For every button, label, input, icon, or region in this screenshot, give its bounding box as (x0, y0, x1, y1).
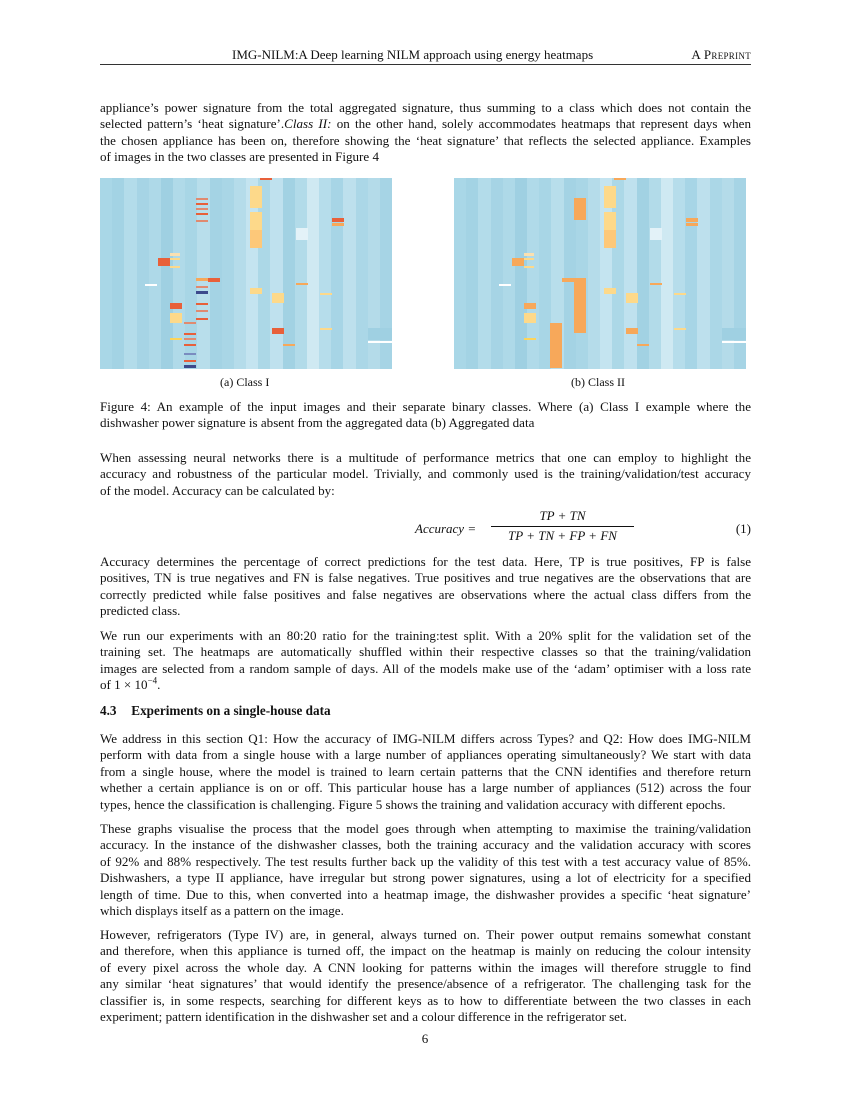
heatmap-column (503, 178, 516, 369)
heatmap-column (283, 178, 296, 369)
text-line: However, refrigerators (Type IV) are, in general, always turned on. Their power output remains somewhat constant (100, 927, 751, 942)
heatmap-cell (368, 328, 392, 340)
heatmap-cell (196, 198, 208, 200)
section-paragraph-3 (100, 927, 751, 1025)
heatmap-cell (674, 328, 686, 330)
heatmap-column (307, 178, 320, 369)
text-line: appliance’s power signature from the total aggregated signature, thus summing to a class which does not contain the (100, 100, 751, 115)
heatmap-column (588, 178, 601, 369)
heatmap-cell (650, 228, 662, 240)
heatmap-cell (184, 353, 196, 355)
heatmap-cell (283, 344, 295, 346)
heatmap-column (356, 178, 369, 369)
text-line: training set. The heatmaps are automatically shuffled within their respective classes so that the training/validation (100, 644, 751, 660)
heatmap-cell (170, 258, 180, 260)
heatmap-cell (184, 360, 196, 362)
text-line: of images in the two classes are presented in Figure 4 (100, 149, 379, 165)
heatmap-cell (524, 313, 536, 323)
text-line: Accuracy determines the percentage of correct predictions for the test data. Here, TP is true positives, FP is false (100, 554, 751, 569)
heatmap-column (173, 178, 186, 369)
heatmap-cell (184, 344, 196, 346)
heatmap-column (331, 178, 344, 369)
heatmap-column (185, 178, 198, 369)
heatmap-column (234, 178, 247, 369)
metrics-paragraph (100, 450, 751, 499)
text-line: We address in this section Q1: How the accuracy of IMG-NILM differs across Types? and Q2: How does IMG-NILM (100, 731, 751, 746)
heatmap-cell (524, 303, 536, 309)
split-paragraph (100, 628, 751, 694)
heatmap-cell (524, 338, 536, 340)
class-2-heatmap (454, 178, 746, 369)
section-title: Experiments on a single-house data (131, 703, 331, 718)
heatmap-cell (320, 293, 332, 295)
text-line: from a single house, where the model is trained to learn certain patterns that the CNN identifies and therefore return (100, 763, 751, 779)
text-line: Figure 4: An example of the input images and their separate binary classes. Where (a) Class I example where the (100, 399, 751, 414)
equation-fraction (491, 508, 634, 544)
equation-number: (1) (735, 521, 751, 536)
heatmap-cell (722, 328, 746, 340)
heatmap-cell (184, 338, 196, 340)
intro-paragraph (100, 100, 751, 166)
heatmap-cell (196, 291, 208, 294)
equation-numerator: TP + TN (539, 508, 586, 523)
section-paragraph-2 (100, 821, 751, 919)
heatmap-cell (524, 253, 534, 256)
heatmap-column (149, 178, 162, 369)
heatmap-cell (196, 318, 208, 320)
heatmap-column (295, 178, 308, 369)
heatmap-cell (604, 186, 616, 208)
heatmap-cell (550, 323, 562, 368)
heatmap-cell (170, 338, 182, 340)
heatmap-cell (320, 328, 332, 330)
heatmap-cell (650, 283, 662, 285)
text-line: We run our experiments with an 80:20 ratio for the training:test split. With a 20% split for the validation set of the (100, 628, 751, 643)
heatmap-cell (562, 278, 574, 282)
text-line: and therefore, when this appliance is turned off, the impact on the heatmap is mainly on reducing the colour intensity (100, 943, 751, 959)
heatmap-column (649, 178, 662, 369)
text-line: correctly predicted while false positives and false negatives are observations where the actual class differs from the (100, 586, 751, 602)
heatmap-cell (196, 303, 208, 305)
heatmap-column (661, 178, 674, 369)
heatmap-cell (184, 322, 196, 324)
heatmap-cell (196, 208, 208, 210)
heatmap-cell (196, 213, 208, 215)
heatmap-cell (170, 266, 180, 268)
text-line: predicted class. (100, 603, 181, 619)
heatmap-column (112, 178, 125, 369)
heatmap-column (319, 178, 332, 369)
text-line: types, hence the classification is challenging. Figure 5 shows the training and validation accuracy with different epochs. (100, 796, 726, 812)
heatmap-column (673, 178, 686, 369)
equation-lhs: Accuracy = (415, 521, 477, 536)
text-line: of every pixel across the whole day. A CNN looking for patterns within the images will therefore struggle to find (100, 959, 751, 975)
fraction-bar (491, 526, 634, 527)
text-line: accuracy. In the instance of the dishwasher classes, both the training accuracy and the validation accuracy with scores (100, 837, 751, 853)
heatmap-cell (332, 223, 344, 226)
heatmap-cell (368, 341, 392, 343)
heatmap-cell (722, 341, 746, 343)
heatmap-cell (626, 328, 638, 334)
text-line: any similar ‘heat signatures’ that would identify the presence/absence of a refrigerator. The challenging task for the (100, 976, 751, 992)
heatmap-cell (524, 266, 534, 268)
heatmap-column (124, 178, 137, 369)
heatmap-cell (524, 258, 534, 260)
heatmap-cell (686, 223, 698, 226)
heatmap-cell (626, 293, 638, 303)
heatmap-cell (604, 212, 616, 230)
heatmap-cell (184, 365, 196, 368)
heatmap-cell (604, 288, 616, 294)
text-line: These graphs visualise the process that the model goes through when attempting to maximise the training/validation (100, 821, 751, 836)
text-line: perform with data from a single house with a large number of appliances operating simultaneously? We start with data (100, 747, 751, 763)
text-line: of the model. Accuracy can be calculated by: (100, 482, 335, 498)
running-header (100, 44, 751, 65)
text-line: length of time. Due to this, when converted into a heatmap image, the dishwasher provides a specific ‘heat signature’ (100, 886, 751, 902)
class-1-heatmap (100, 178, 392, 369)
heatmap-column (197, 178, 210, 369)
heatmap-column (343, 178, 356, 369)
heatmap-column (527, 178, 540, 369)
heatmap-cell (208, 278, 220, 282)
heatmap-cell (250, 212, 262, 230)
heatmap-column (624, 178, 637, 369)
heatmap-cell (260, 178, 272, 180)
heatmap-column (161, 178, 174, 369)
heatmap-cell (196, 220, 208, 222)
heatmap-cell (170, 313, 182, 323)
heatmap-column (100, 178, 113, 369)
heatmap-column (454, 178, 467, 369)
heatmap-cell (332, 218, 344, 222)
figure-caption (100, 399, 751, 432)
heatmap-cell (637, 344, 649, 346)
text-line: dishwasher power signature is absent from the aggregated data (b) Aggregated data (100, 415, 535, 431)
accuracy-paragraph (100, 554, 751, 620)
accuracy-equation (100, 508, 751, 548)
heatmap-cell (196, 286, 208, 288)
text-line: the chosen appliance has been on, therefore showing the ‘heat signature’ that reflects the selected appliance. Examples (100, 132, 751, 148)
heatmap-cell (574, 278, 586, 333)
text-line: of $1 \times 10^{-4}$. (100, 675, 161, 693)
heatmap-cell (158, 258, 170, 266)
heatmap-column (270, 178, 283, 369)
text-line: Dishwashers, a type II appliance, have irregular but strong power signatures, using a lot of electricity for a specified (100, 870, 751, 886)
heatmap-column (478, 178, 491, 369)
heatmap-cell (145, 284, 157, 286)
text-line: selected pattern’s ‘heat signature’.Class II: on the other hand, solely accommodates heatmaps that represent days when (100, 116, 751, 132)
heatmap-cell (604, 230, 616, 248)
section-number: 4.3 (100, 703, 117, 718)
heatmap-column (210, 178, 223, 369)
heatmap-cell (272, 293, 284, 303)
heatmap-cell (250, 230, 262, 248)
heatmap-cell (250, 288, 262, 294)
subfigure-a-label: (a) Class I (220, 375, 270, 389)
heatmap-column (697, 178, 710, 369)
heatmap-column (710, 178, 723, 369)
text-line: images are selected from a random sample of days. All of the models make use of the ‘adam’ optimiser with a loss rate (100, 660, 751, 676)
running-title: IMG-NILM:A Deep learning NILM approach using energy heatmaps (232, 47, 594, 62)
heatmap-cell (614, 178, 626, 180)
heatmap-cell (196, 203, 208, 205)
heatmap-column (222, 178, 235, 369)
section-paragraph-1 (100, 731, 751, 813)
text-line: experiment; pattern identification in the dishwasher set and a colour difference in the refrigerator set. (100, 1009, 627, 1025)
heatmap-cell (674, 293, 686, 295)
heatmap-cell (250, 186, 262, 208)
subfigure-b-label: (b) Class II (571, 375, 625, 389)
heatmap-cell (574, 198, 586, 220)
heatmap-column (515, 178, 528, 369)
heatmap-cell (170, 253, 180, 256)
text-line: accuracy and robustness of the particular model. Trivially, and commonly used is the training/validation/test accuracy (100, 466, 751, 482)
preprint-tag: A Preprint (691, 47, 751, 62)
page-number: 6 (421, 1031, 429, 1046)
heatmap-column (466, 178, 479, 369)
heatmap-cell (296, 283, 308, 285)
section-heading (100, 703, 331, 719)
equation-denominator: TP + TN + FP + FN (508, 528, 617, 543)
text-line: whether a certain appliance is on or off. This particular house has a large number of appliances (512) across the four (100, 780, 751, 796)
heatmap-cell (170, 303, 182, 309)
heatmap-column (685, 178, 698, 369)
text-line: When assessing neural networks there is a multitude of performance metrics that one can employ to highlight the (100, 450, 751, 465)
heatmap-cell (196, 278, 208, 281)
text-line: classifier is, in some respects, searching for different keys as to how to differentiate between the two classes in each (100, 992, 751, 1008)
heatmap-column (137, 178, 150, 369)
heatmap-column (491, 178, 504, 369)
text-line: of 92% and 88% respectively. The test results further back up the validity of this test with a test accuracy value of 85%. (100, 853, 751, 869)
text-line: positives, TN is true negatives and FN is false negatives. True positives and true negatives are the observations that are (100, 570, 751, 586)
heatmap-cell (184, 333, 196, 335)
heatmap-cell (296, 228, 308, 240)
heatmap-cell (196, 310, 208, 312)
heatmap-cell (272, 328, 284, 334)
heatmap-cell (686, 218, 698, 222)
text-line: which displays itself as a pattern on the image. (100, 903, 344, 919)
heatmap-cell (512, 258, 524, 266)
heatmap-column (637, 178, 650, 369)
heatmap-cell (499, 284, 511, 286)
